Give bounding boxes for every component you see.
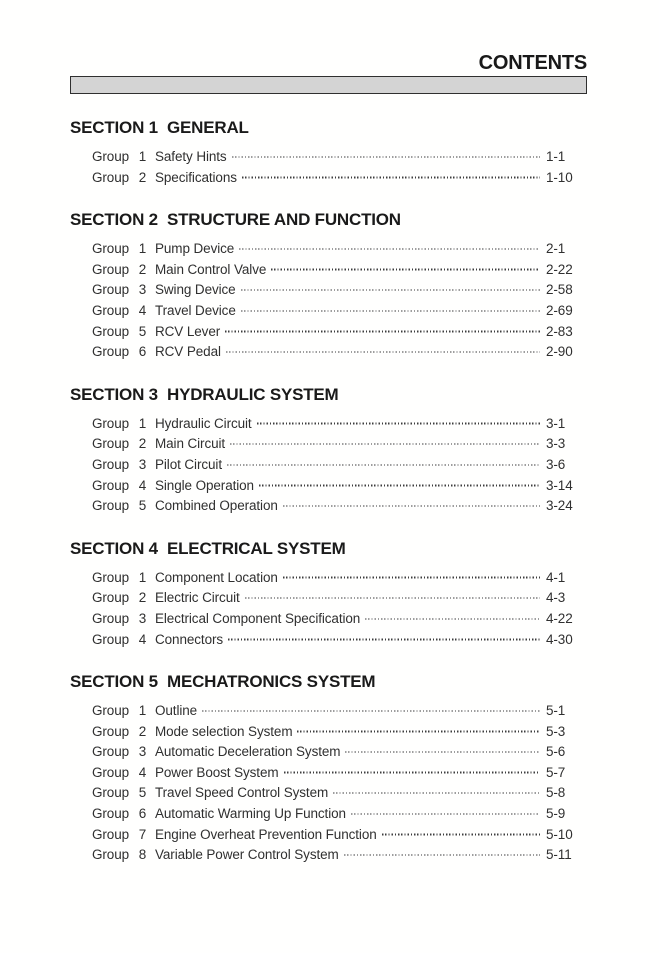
group-number: 3 — [138, 744, 147, 760]
group-number: 2 — [138, 436, 147, 452]
group-label: Group — [92, 806, 130, 822]
dot-leader — [230, 443, 540, 444]
dot-leader — [225, 331, 540, 332]
group-label: Group — [92, 723, 130, 739]
section-title: SECTION 1 GENERAL — [70, 118, 249, 137]
group-label: Group — [92, 344, 130, 360]
section-rows — [70, 239, 587, 363]
group-page-number: 5-7 — [546, 764, 566, 780]
toc-section — [70, 386, 587, 517]
group-page-number: 1-1 — [546, 149, 566, 164]
section-rows — [70, 414, 587, 517]
group-label: Group — [92, 703, 130, 719]
group-number: 5 — [138, 498, 147, 514]
group-label: Group — [92, 785, 130, 801]
contents-header — [70, 0, 587, 94]
header-divider-bar — [70, 76, 587, 94]
group-page-number: 3-24 — [546, 498, 573, 514]
group-label: Group — [92, 149, 130, 164]
group-number: 2 — [138, 261, 147, 277]
toc-row — [70, 783, 587, 804]
dot-leader — [284, 772, 541, 773]
toc-row — [70, 845, 587, 866]
dot-leader — [283, 505, 540, 506]
section-rows — [70, 701, 587, 866]
group-page-number: 4-1 — [546, 569, 566, 585]
group-name: Specifications — [155, 169, 237, 185]
dot-leader — [241, 289, 540, 290]
dot-leader — [382, 834, 540, 835]
dot-leader — [245, 597, 540, 598]
group-label: Group — [92, 569, 130, 585]
toc-row — [70, 701, 587, 722]
group-page-number: 2-83 — [546, 323, 573, 339]
group-number: 2 — [138, 590, 147, 606]
group-page-number: 4-3 — [546, 590, 566, 606]
toc-section — [70, 211, 587, 363]
toc-sections — [70, 119, 587, 866]
group-name: Electrical Component Specification — [155, 610, 361, 626]
group-page-number: 4-22 — [546, 610, 573, 626]
dot-leader — [239, 248, 540, 249]
group-name: Pump Device — [155, 241, 235, 257]
group-label: Group — [92, 847, 130, 863]
group-page-number: 5-9 — [546, 806, 566, 822]
group-page-number: 2-22 — [546, 261, 573, 277]
group-name: Travel Device — [155, 302, 236, 318]
toc-row — [70, 476, 587, 497]
group-name: Automatic Deceleration System — [155, 744, 341, 760]
group-name: Single Operation — [155, 477, 254, 493]
group-page-number: 5-1 — [546, 703, 566, 719]
page-content — [70, 0, 587, 866]
group-number: 2 — [138, 169, 147, 185]
group-page-number: 5-10 — [546, 826, 573, 842]
toc-row — [70, 609, 587, 630]
group-page-number: 2-58 — [546, 282, 573, 298]
section-title: SECTION 2 STRUCTURE AND FUNCTION — [70, 210, 401, 230]
toc-row — [70, 147, 587, 168]
group-page-number: 1-10 — [546, 169, 573, 185]
group-label: Group — [92, 415, 130, 431]
group-label: Group — [92, 744, 130, 760]
dot-leader — [283, 577, 540, 578]
dot-leader — [297, 731, 540, 732]
group-number: 4 — [138, 631, 147, 647]
group-number: 1 — [138, 703, 147, 719]
group-name: Outline — [155, 703, 198, 719]
group-label: Group — [92, 323, 130, 339]
toc-row — [70, 301, 587, 322]
section-title: SECTION 5 MECHATRONICS SYSTEM — [70, 672, 376, 692]
group-number: 1 — [138, 241, 147, 257]
group-page-number: 4-30 — [546, 631, 573, 647]
group-page-number: 3-1 — [546, 415, 566, 431]
toc-row — [70, 722, 587, 743]
group-number: 5 — [138, 785, 147, 801]
group-name: Automatic Warming Up Function — [155, 806, 346, 822]
dot-leader — [227, 464, 540, 465]
toc-row — [70, 342, 587, 363]
group-page-number: 3-6 — [546, 456, 566, 472]
group-number: 1 — [138, 415, 147, 431]
group-number: 4 — [138, 302, 147, 318]
group-label: Group — [92, 169, 130, 185]
group-page-number: 2-1 — [546, 241, 566, 257]
group-label: Group — [92, 282, 130, 298]
toc-row — [70, 825, 587, 846]
group-page-number: 3-14 — [546, 477, 573, 493]
toc-section — [70, 119, 587, 188]
dot-leader — [259, 485, 540, 486]
group-number: 6 — [138, 806, 147, 822]
dot-leader — [232, 156, 540, 157]
group-name: Main Circuit — [155, 436, 226, 452]
group-page-number: 5-3 — [546, 723, 566, 739]
dot-leader — [333, 793, 540, 794]
dot-leader — [271, 269, 540, 270]
group-number: 1 — [138, 569, 147, 585]
toc-section — [70, 540, 587, 650]
dot-leader — [351, 813, 540, 814]
section-title: SECTION 4 ELECTRICAL SYSTEM — [70, 538, 346, 558]
group-number: 6 — [138, 344, 147, 360]
toc-row — [70, 568, 587, 589]
page-title: CONTENTS — [478, 52, 587, 74]
group-name: Swing Device — [155, 282, 236, 298]
group-number: 4 — [138, 764, 147, 780]
toc-row — [70, 804, 587, 825]
group-label: Group — [92, 261, 130, 277]
dot-leader — [257, 423, 540, 424]
group-label: Group — [92, 498, 130, 514]
group-number: 3 — [138, 282, 147, 298]
toc-row — [70, 414, 587, 435]
group-name: Variable Power Control System — [155, 847, 339, 863]
toc-row — [70, 168, 587, 189]
group-name: Combined Operation — [155, 498, 278, 514]
group-label: Group — [92, 590, 130, 606]
group-name: Component Location — [155, 569, 278, 585]
group-number: 1 — [138, 149, 147, 164]
toc-row — [70, 496, 587, 517]
group-number: 7 — [138, 826, 147, 842]
group-page-number: 5-11 — [546, 847, 572, 863]
dot-leader — [241, 310, 540, 311]
group-page-number: 3-3 — [546, 436, 566, 452]
toc-row — [70, 260, 587, 281]
section-rows — [70, 147, 587, 188]
group-label: Group — [92, 764, 130, 780]
group-number: 3 — [138, 456, 147, 472]
dot-leader — [226, 351, 540, 352]
dot-leader — [202, 710, 540, 711]
toc-row — [70, 280, 587, 301]
toc-row — [70, 434, 587, 455]
group-number: 4 — [138, 477, 147, 493]
section-rows — [70, 568, 587, 650]
group-name: Connectors — [155, 631, 224, 647]
group-label: Group — [92, 610, 130, 626]
toc-section — [70, 673, 587, 866]
dot-leader — [345, 751, 540, 752]
group-name: Engine Overheat Prevention Function — [155, 826, 377, 842]
group-name: Main Control Valve — [155, 261, 267, 277]
group-number: 3 — [138, 610, 147, 626]
group-label: Group — [92, 477, 130, 493]
toc-row — [70, 455, 587, 476]
group-page-number: 5-8 — [546, 785, 566, 801]
toc-row — [70, 763, 587, 784]
group-name: Travel Speed Control System — [155, 785, 329, 801]
group-page-number: 5-6 — [546, 744, 566, 760]
group-name: Power Boost System — [155, 764, 279, 780]
dot-leader — [228, 639, 540, 640]
group-label: Group — [92, 826, 130, 842]
group-number: 2 — [138, 723, 147, 739]
group-label: Group — [92, 241, 130, 257]
group-name: Electric Circuit — [155, 590, 240, 606]
group-name: RCV Pedal — [155, 344, 221, 360]
group-name: Hydraulic Circuit — [155, 415, 252, 431]
dot-leader — [344, 854, 540, 855]
toc-row — [70, 322, 587, 343]
toc-row — [70, 742, 587, 763]
group-label: Group — [92, 436, 130, 452]
group-number: 8 — [138, 847, 147, 863]
group-page-number: 2-69 — [546, 302, 573, 318]
section-title: SECTION 3 HYDRAULIC SYSTEM — [70, 384, 339, 404]
group-page-number: 2-90 — [546, 344, 573, 360]
group-number: 5 — [138, 323, 147, 339]
toc-row — [70, 630, 587, 651]
toc-row — [70, 239, 587, 260]
group-name: Safety Hints — [155, 149, 227, 164]
dot-leader — [242, 177, 540, 178]
dot-leader — [365, 618, 540, 619]
group-name: RCV Lever — [155, 323, 221, 339]
group-label: Group — [92, 302, 130, 318]
group-name: Mode selection System — [155, 723, 293, 739]
group-label: Group — [92, 456, 130, 472]
group-name: Pilot Circuit — [155, 456, 222, 472]
toc-row — [70, 588, 587, 609]
group-label: Group — [92, 631, 130, 647]
